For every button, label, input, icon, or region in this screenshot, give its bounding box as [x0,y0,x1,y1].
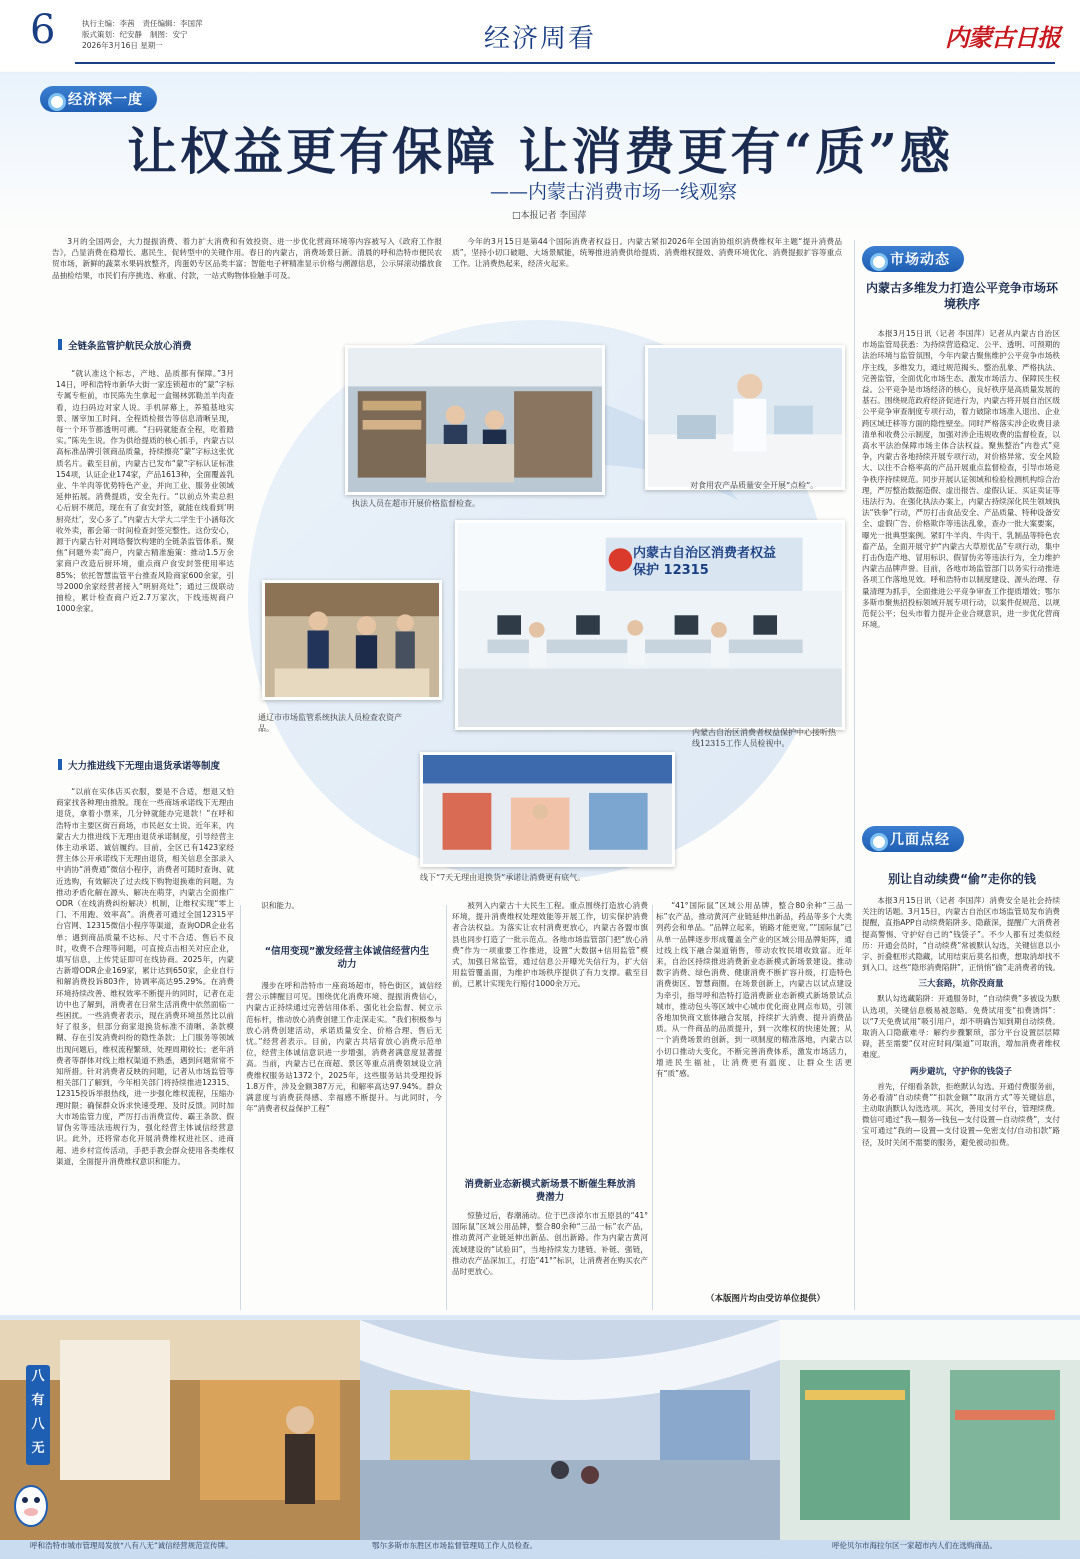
section-heading-regulation: 全链条监管护航民众放心消费 [58,338,192,352]
column-tag-market: 市场动态 [862,246,964,272]
section-heading-credit: “信用变现”激发经营主体诚信经营内生动力 [264,946,430,970]
column-divider [446,905,447,1310]
eight-haves-sign: 八有八无 [26,1365,50,1465]
duty-editor: 责任编辑：李国萍 [142,19,203,28]
photo-supermarket-inspection [345,345,605,495]
consumer-rights-sign: 内蒙古自治区消费者权益保护 12315 [633,546,777,578]
bottom-photo-strip [0,1320,1080,1540]
auto-renew-article [862,895,1060,1305]
bottom-caption-2: 鄂尔多斯市东胜区市场监督管理局工作人员检查。 [372,1541,537,1550]
article-body-return-policy: “以前在实体店买衣服，要是不合适，想退又怕商家找各种理由推脱。现在一些商场承诺线下无理由退货，拿着小票来，几分钟就能办完退款！”在呼和浩特市主要区街百商场，市民赵女士说。近年来，内蒙古大力推进线下无理由退货承诺制度，引导经营主体主动承诺、诚信履约。目前，全区已有1423家经营主体公开承诺线下无理由退货，相关信息全部录入中消协“消费通”微信小程序，消费者可随时查询、就近选购，有效解决了过去线下购物退换难的问题。为推动矛盾化解在源头、解决在萌芽，内蒙古全面推广ODR（在线消费纠纷解决）机制，让维权实现“零上门、不用跑、效率高”。消费者可通过全国12315平台官网、12315微信小程序等渠道，查询ODR企业名单；遇到商品质量不达标、尺寸不合适、售后不良时，收费不合理等问题，可直接点击相关对应企业，填写信息，上传凭证即可在线协商。2025年，内蒙古新增ODR企业169家，累计达到650家，企业自行和解消费投诉803件，协调率高达95.29%。在消费环境持续改善、维权效率不断提升的同时，记者在走访中也了解到，消费者在日常生活消费中依然面临一些困扰。一些消费者表示，现在消费环境虽然比以前好了很多，但部分商家退换货标准不清晰、条款模糊、存在引发消费纠纷的隐性条款；上门服务等领域出现问题后，维权流程繁琐、处理周期较长；老年消费者等群体对线上维权渠道不熟悉，遇到问题常常不知所措。针对消费者反映的问题，记者从市场监管等相关部门了解到，今年相关部门将持续推进12315、12315投诉举报热线，进一步强化维权流程，压缩办理时限；确保群众诉求快速受理、及时反馈。同时加大市场监管力度，严厉打击消费宣传、霸王条款、假冒伪劣等违法违规行为，强化经营主体诚信经营意识。此外，还将常态化开展消费维权进社区、进商超、进乡村宣传活动，手把手教会群众使用各类维权渠道，全面提升消费维权意识和能力。 [56,787,234,1166]
auto-renew-intro: 本报3月15日讯（记者 李国萍）消费安全是社会持续关注的话题。3月15日，内蒙古自治区市场监管局发布消费提醒，直指APP自动续费陷阱多、隐蔽深，提醒广大消费者提高警惕、守护好自己的“钱袋子”。不少人都有过类似经历：开通会员时，“自动续费”常被默认勾选，关键信息以小字、折叠框形式隐藏，试用结束后莫名扣费，想取消却找不到入口。这些“隐形消费陷阱”，正悄悄“偷”走消费者的钱。 [862,896,1060,973]
article-body-regulation: “就认准这个标志，产地、品质都有保障。”3月14日，呼和浩特市新华大街一家连锁超市的“蒙”字标专属专柜前，市民陈先生拿起一盒锡林郭勒羔羊肉查看，边扫码边对家人说。手机屏幕上，养殖基地实景、屠宰加工时间、全程质检报告等信息清晰呈现，每一个环节都透明可溯。“扫码就能查全程，吃着踏实。”陈先生说。作为供给提质的核心抓手，内蒙古以高标准品牌引领商品质量，持续擦亮“蒙”字标这张优质名片。截至目前，内蒙古已发布“蒙”字标认证标准154项，认证企业174家，产品1613种，全面覆盖乳业、牛羊肉等优势特色产业，并向工业、服务业领域延伸拓展。消费提质，安全先行。“以前点外卖总担心后厨不规范，现在有了食安封签，就能在线看到‘明厨亮灶’，安心多了。”内蒙古大学大二学生于小涵每次收外卖，都会第一时间检查封签完整性。这份安心，源于内蒙古针对网络餐饮构建的全链条监管体系。聚焦“问题外卖”商户，内蒙古精准施策：推动1.5万余家商户改造后厨环境，重点商户食安封签使用率达85%；依托智慧监管平台推查风险商家600余家，引导2000余家经营者接入“明厨亮灶”；通过三级联动抽检，累计检查商户近2.7万家次，下线违规商户1000余家。 [56,369,234,614]
auto-renew-tips: 首先，仔细看条款，拒绝默认勾选。开通付费服务前，务必看清“自动续费”“扣款金额”“取消方式”等关键信息，主动取消默认勾选选项。其次，善用支付平台，管理续费。微信可通过“我—服务—钱包—支付设置—自动续费”，支付宝可通过“我的—设置—支付设置—免密支付/自动扣款”路径，及时关闭不需要的服务，避免被动扣费。 [862,1081,1060,1147]
exec-editor: 执行主编：李茜 [82,19,135,28]
photo-caption-2: 对食用农产品质量安全开展“点检”。 [690,481,819,490]
auto-renew-headline: 别让自动续费“偷”走你的钱 [888,872,1036,886]
bottom-caption-3: 呼伦贝尔市海拉尔区一家超市内人们在选购商品。 [832,1541,997,1550]
page-number: 6 [30,7,56,53]
section-heading-return-policy: 大力推进线下无理由退货承诺等制度 [58,758,220,772]
graphics-editor: 制图：安宁 [150,30,188,39]
column-divider [854,240,855,1310]
column-divider [240,905,241,1310]
photo-caption-5: 线下“7天无理由退换货”承诺让消费更有底气。 [420,873,586,882]
mid-column-3-top: 被列入内蒙古十大民生工程。重点围绕打造放心消费环境，提升消费维权处理效能等开展工作，切实保护消费者合法权益。为落实让农村消费更放心，内蒙古各盟市旗县也同步打造了一批示范点。各地市场监管部门把“放心消费”作为一项重要工作推进，设置“大数据+信用监管”模式，加强日常监管，通过信息公开曝光失信行为，扩大信用监管覆盖面，为维护市场秩序提供了有力支撑。截至目前，已累计实现先行赔付1000余万元。 [452,901,648,989]
photo-caption-3: 通辽市市场监管系统执法人员检查农资产品。 [258,713,402,733]
auto-renew-traps: 默认勾选藏陷阱：开通服务时，“自动续费”多被设为默认选项，关键信息极易被忽略。免费试用变“扣费诱饵”：以“7天免费试用”吸引用户，却不明确告知到期自动续费。取消入口隐蔽难寻：解约步骤繁琐，部分平台设置层层障碍，甚至需要“仅对应时间/渠道”可取消，增加消费者维权难度。 [862,994,1060,1060]
intro-paragraph-right: 今年的3月15日是第44个国际消费者权益日。内蒙古紧扣2026年全国消协组织消费维权年主题“提升消费品质”，坚持小切口破题、大场景赋能，统筹推进消费供给提质、消费维权提效、消费环境优化、消费提振扩容等重点工作。让消费热起来，经济火起来。 [452,237,842,269]
headline: 让权益更有保障 让消费更有“质”感 [127,122,953,181]
market-news-body: 本报3月15日讯（记者 李国萍）记者从内蒙古自治区市场监管局获悉：为持续营造稳定、公平、透明、可预期的法治环境与监管氛围，今年内蒙古聚焦维护公平竞争市场秩序主线，多维发力，通过规范揭头、整治乱象、严格执法、完善监管，全面优化市场生态、激发市场活力、保障民生权益。公平竞争是市场经济的核心，良好秩序是高质量发展的基石。围绕规范政府经济促进行为，内蒙古将开展自治区级公平竞争审查制度专项行动，着力破除市场准入退出、企业跨区域迁移等方面的隐性壁垒。同时严格落实涉企收费目录清单和收费公示制度，加强对涉企违规收费的监督检查，以高水平法治保障市场主体合法权益。聚焦整治“内卷式”竞争，内蒙古各地持续开展专项行动，对价格异常、安全风险大、以往不合格率高的产品开展重点监督检查，引导市场竞争秩序持续规范。同步开展认证领域和检验检测机构综合治理，严厉整治数据造假、虚出报告、虚假认证、买证卖证等违法行为。在强化执法办案上，内蒙古持续深化民生领域执法“铁拳”行动，严厉打击食品安全、产品质量、特种设备安全、虚假广告、价格欺诈等违法乱象，查办一批大案要案，曝光一批典型案例。紧盯牛羊肉、牛肉干、乳制品等特色农畜产品，全面开展守护“内蒙古大草原优品”专项行动，集中打击伪造产地、冒用标识、假冒伪劣等违法行为，全力维护内蒙古品牌声誉。目前，各地市场监管部门以务实行动推进各项工作落地见效。呼和浩特市以制度建设、源头治理、存量清理为抓手，全面推进公平竞争审查工作提质增效；鄂尔多斯市聚焦招投标领域开展专项行动，以案件促规范、以规范促公平；包头市着力提升企业合规意识，进一步优化营商环境。 [862,329,1060,630]
article-body-credit: 漫步在呼和浩特市一座商场超市，特色街区，诚信经营公示牌醒目可见。围绕优化消费环境、提振消费信心，内蒙古正持续通过完善信用体系、强化社会监督、树立示范标杆，推动放心消费创建工作走深走实。“我们积极参与放心消费创建活动，承诺质量安全、价格合理、售后无忧。”经营者表示。目前，内蒙古共培育放心消费示范单位，经营主体诚信意识进一步增强，消费者满意度显著提高。当前，内蒙古已在商超、景区等重点消费领域设立消费维权服务站1372个，2025年，这些服务站共受理投诉1.8万件，涉及金额387万元，和解率高达97.94%。群众满意度与消费获得感、幸福感不断提升。与此同时，今年“消费者权益保护工程” [246,981,442,1114]
auto-renew-subhead-1: 三大套路，坑你没商量 [918,979,1004,990]
header-rule [75,62,1055,64]
bottom-caption-1: 呼和浩特市城市管理局发放“八有八无”诚信经营规范宣传牌。 [30,1541,233,1550]
section-heading-new-formats: 消费新业态新模式新场景不断催生释放消费潜力 [464,1179,636,1203]
section-title: 经济周看 [483,24,596,54]
photo-caption-4: 内蒙古自治区消费者权益保护中心接听热线12315工作人员检视中。 [692,728,836,748]
page-header [0,0,1080,70]
photo-market-stalls [0,1320,360,1540]
photo-caption-1: 执法人员在超市开展价格监督检查。 [352,499,480,508]
photo-lab-testing [645,345,845,490]
newspaper-masthead: 内蒙古日报 [945,23,1060,52]
column-tag-points: 几面点经 [862,826,964,852]
photo-supermarket-shelves [780,1320,1080,1540]
mid-column-4: “41°国际鼠”区域公用品牌，整合80余种“三品一标”农产品，推动黄河产业链延伸出新品，药品等多个大类列药会和单品。“品牌立起来，销路才能更宽。”“国际鼠”已从单一品牌逐步形成覆盖全产业的区域公用品牌矩阵，通过线上线下融合渠道销售，带动农牧民增收致富。近年来，自治区持续推进消费新业态新模式新场景建设。推动数字消费、绿色消费、健康消费不断扩容升级，打造特色消费街区、智慧商圈。在场景创新上，内蒙古以试点建设为牵引，指导呼和浩特打造消费新业态新模式新场景试点城市，推动包头等区域中心城市优化商业网点布局，引领各地加快商文旅体融合发展，持续扩大消费、提升消费品质。从一件商品的品质提升，到一次维权的快速处置；从一个消费场景的创新，到一项制度的精准落地，内蒙古以小切口推动大变化，不断完善消费体系，激发市场活力，增进民生福祉，让消费更有温度、让群众生活更有“质”感。 [656,901,852,1079]
article-body-new-formats: 惊蛰过后，春潮涌动。位于巴彦淖尔市五原县的“41°国际鼠”区域公用品牌，整合80余种“三品一标”农产品，推动黄河产业链延伸出新品、创出新路。作为内蒙古黄河流域建设的“试验田”，当地持续发力建链、补链、强链，推动农产品深加工，打造“41°”标识，让消费者在购买农产品时更放心。 [452,1211,648,1277]
photo-agri-inspection [262,580,442,700]
photo-12315-hotline-center [455,520,845,730]
intro-paragraph-left: 3月的全国两会，大力提振消费、着力扩大消费和有效投资、进一步优化营商环境等内容被写入《政府工作报告》，凸显消费在稳增长、惠民生、促转型中的关键作用。春日的内蒙古，消费场景日新。清晨的呼和浩特市便民农贸市场，新鲜的蔬菜水果码放整齐，肉蛋奶专区品类丰富；智能电子秤精准显示价格与溯源信息，公示屏滚动播放食品抽检结果，市民们有序挑选、称重、付款，一站式购物体验触手可及。 [52,237,442,280]
column-tag-deep: 经济深一度 [40,86,157,112]
editor-credits [82,18,322,51]
byline: □本报记者 李国萍 [512,211,587,221]
cow-mascot-icon [10,1470,52,1530]
mid-column-2-top: 识和能力。 [261,901,300,910]
market-news-headline: 内蒙古多维发力打造公平竞争市场环境秩序 [865,281,1058,311]
layout-editor: 版式策划：纪安静 [82,30,142,39]
auto-renew-subhead-2: 两步避坑，守护你的钱袋子 [909,1066,1012,1077]
photo-shopping-mall [360,1320,780,1540]
sub-headline: ——内蒙古消费市场一线观察 [490,181,738,203]
photo-store-return-policy [420,752,675,867]
column-divider [652,905,653,1310]
issue-date: 2026年3月16日 星期一 [82,41,163,50]
photo-credit-note: （本版图片均由受访单位提供） [706,1294,826,1304]
